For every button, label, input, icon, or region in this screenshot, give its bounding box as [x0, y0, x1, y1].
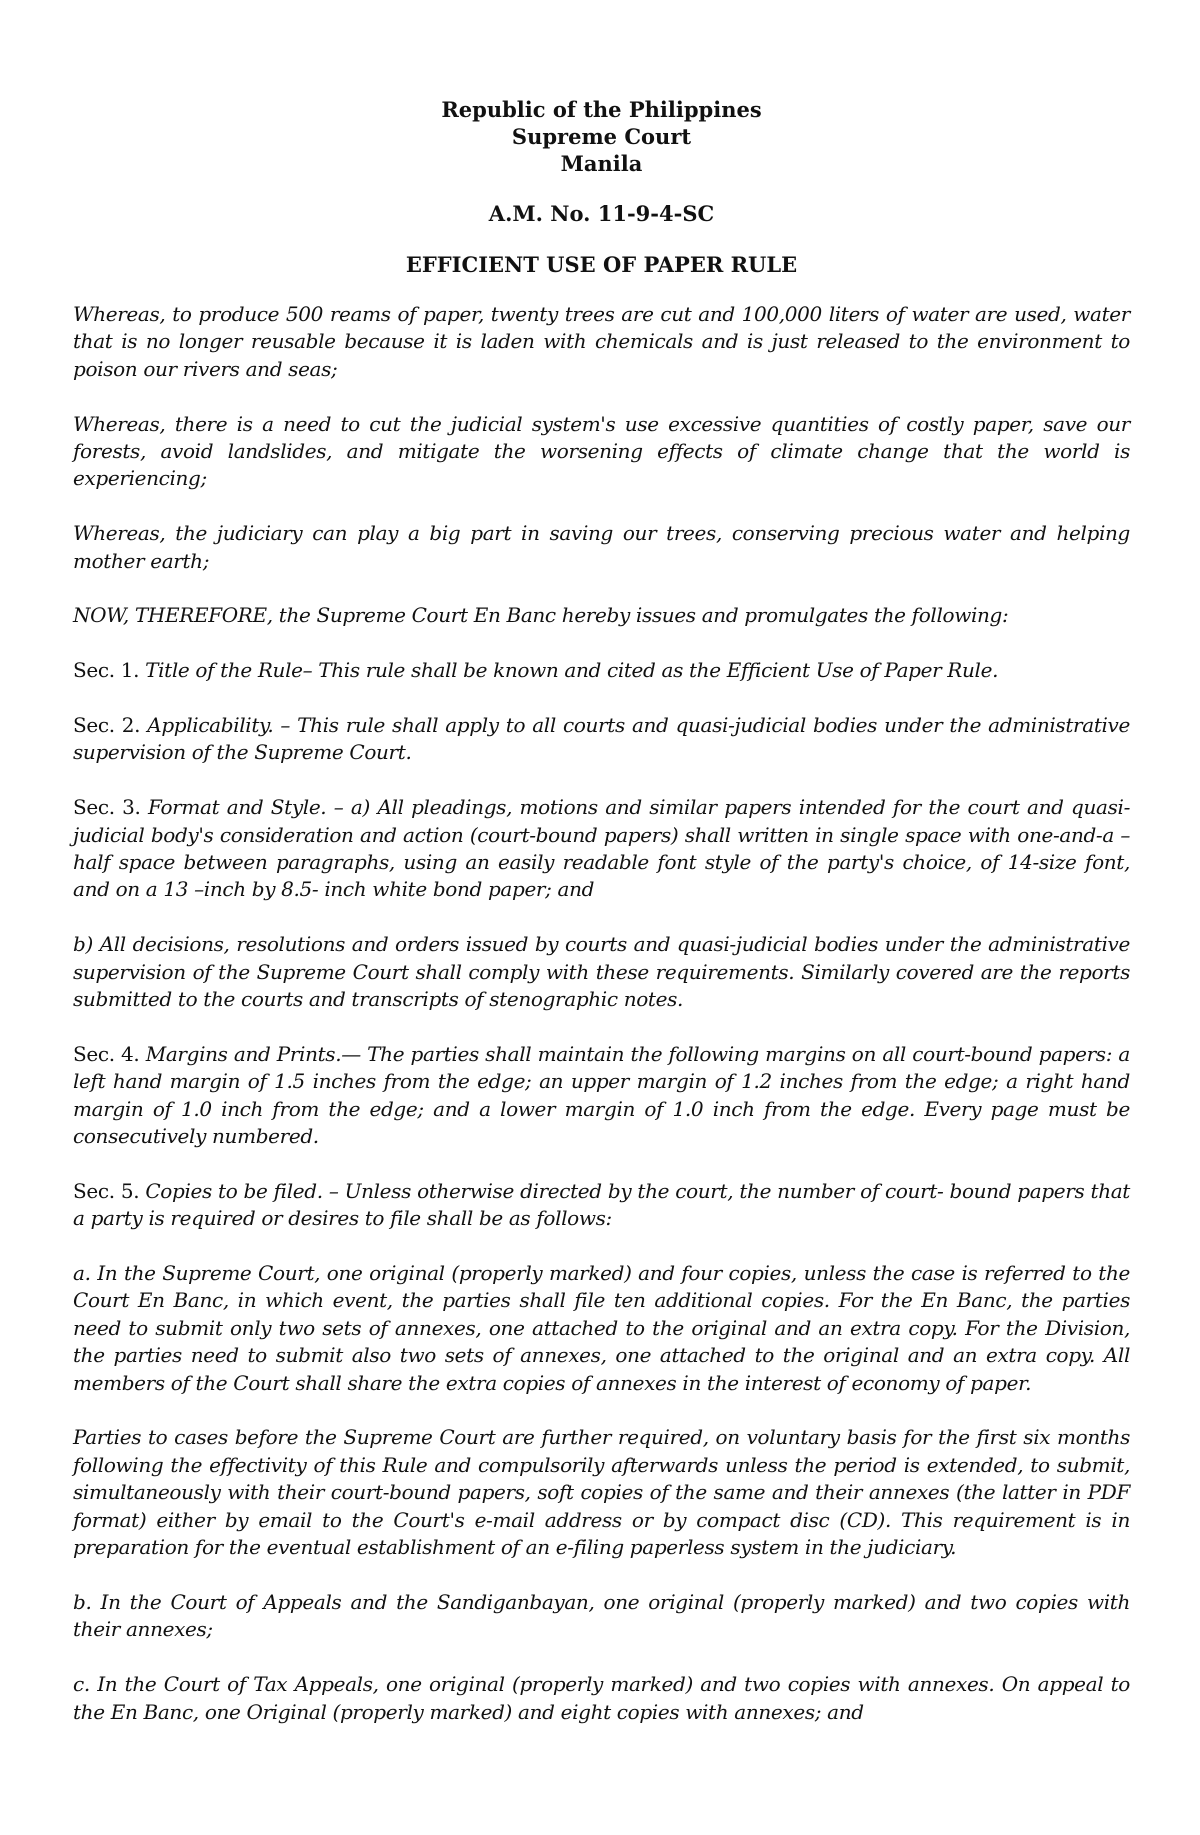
copies-court-of-tax-appeals: c. In the Court of Tax Appeals, one original (properly marked) and two copies with annexes. On appeal to the En Banc, one Original (properly marked) and eight copies with annexes; and [73, 1672, 1130, 1724]
section-5-label: Sec. 5. [73, 1178, 140, 1203]
section-3 [73, 794, 1130, 904]
rule-title: EFFICIENT USE OF PAPER RULE [405, 252, 798, 277]
section-3-b: b) All decisions, resolutions and orders issued by courts and quasi-judicial bodies under the administrative supervision of the Supreme Court shall comply with these requirements. Similarly covered are the reports submitted to the courts and transcripts of stenographic notes. [73, 932, 1130, 1012]
section-3-text: Format and Style. – a) All pleadings, motions and similar papers intended for the court and quasi-judicial body's consideration and action (court-bound papers) shall written in single space with one-and-a – half space between paragraphs, using an easily readable font style of the party's choice, of 14-size font, and on a 13 –inch by 8.5- inch white bond paper; and [73, 795, 1130, 902]
copies-soft-copy-requirement: Parties to cases before the Supreme Court are further required, on voluntary basis for the first six months following the effectivity of this Rule and compulsorily afterwards unless the period is extended, to submit, simultaneously with their court-bound papers, soft copies of the same and their annexes (the latter in PDF format) either by email to the Court's e-mail address or by compact disc (CD). This requirement is in preparation for the eventual establishment of an e-filing paperless system in the judiciary. [73, 1425, 1130, 1560]
now-therefore-clause: NOW, THEREFORE, the Supreme Court En Banc hereby issues and promulgates the following: [73, 603, 1009, 628]
section-4-label: Sec. 4. [73, 1041, 140, 1066]
copies-supreme-court: a. In the Supreme Court, one original (properly marked) and four copies, unless the case is referred to the Court En Banc, in which event, the parties shall file ten additional copies. For the En Banc, the parties need to submit only two sets of annexes, one attached to the original and an extra copy. For the Division, the parties need to submit also two sets of annexes, one attached to the original and an extra copy. All members of the Court shall share the extra copies of annexes in the interest of economy of paper. [73, 1261, 1130, 1395]
section-1 [73, 657, 1130, 684]
section-1-label: Sec. 1. [73, 658, 140, 683]
whereas-clause-3: Whereas, the judiciary can play a big part in saving our trees, conserving precious water and helping mother earth; [73, 521, 1130, 573]
section-2-text: Applicability. – This rule shall apply to all courts and quasi-judicial bodies under the administrative supervision of the Supreme Court. [73, 713, 1130, 765]
section-5 [73, 1178, 1130, 1233]
section-3-label: Sec. 3. [73, 795, 141, 820]
case-number: A.M. No. 11-9-4-SC [488, 201, 715, 226]
header-city: Manila [560, 151, 643, 176]
section-5-text: Copies to be filed. – Unless otherwise directed by the court, the number of court- bound papers that a party is required or desires to file shall be as follows: [73, 1178, 1130, 1231]
section-1-text: Title of the Rule– This rule shall be known and cited as the Efficient Use of Paper Rule. [145, 658, 999, 683]
copies-court-of-appeals: b. In the Court of Appeals and the Sandiganbayan, one original (properly marked) and two copies with their annexes; [73, 1589, 1130, 1642]
document-body [73, 301, 1130, 1726]
header-court: Supreme Court [511, 124, 692, 149]
document-header [73, 96, 1130, 177]
header-country: Republic of the Philippines [441, 97, 762, 122]
section-2 [73, 712, 1130, 767]
whereas-clause-1: Whereas, to produce 500 reams of paper, twenty trees are cut and 100,000 liters of water are used, water that is no longer reusable because it is laden with chemicals and is just released to the environment to poison our rivers and seas; [73, 302, 1130, 381]
section-2-label: Sec. 2. [73, 713, 141, 738]
section-4-text: Margins and Prints.— The parties shall maintain the following margins on all court-bound papers: a left hand margin of 1.5 inches from the edge; an upper margin of 1.2 inches from the edge; a right hand margin of 1.0 inch from the edge; and a lower margin of 1.0 inch from the edge. Every page must be consecutively numbered. [73, 1041, 1130, 1149]
section-4 [73, 1041, 1130, 1151]
whereas-clause-2: Whereas, there is a need to cut the judicial system's use excessive quantities of costly paper, save our forests, avoid landslides, and mitigate the worsening effects of climate change that the world is experiencing; [73, 411, 1130, 491]
